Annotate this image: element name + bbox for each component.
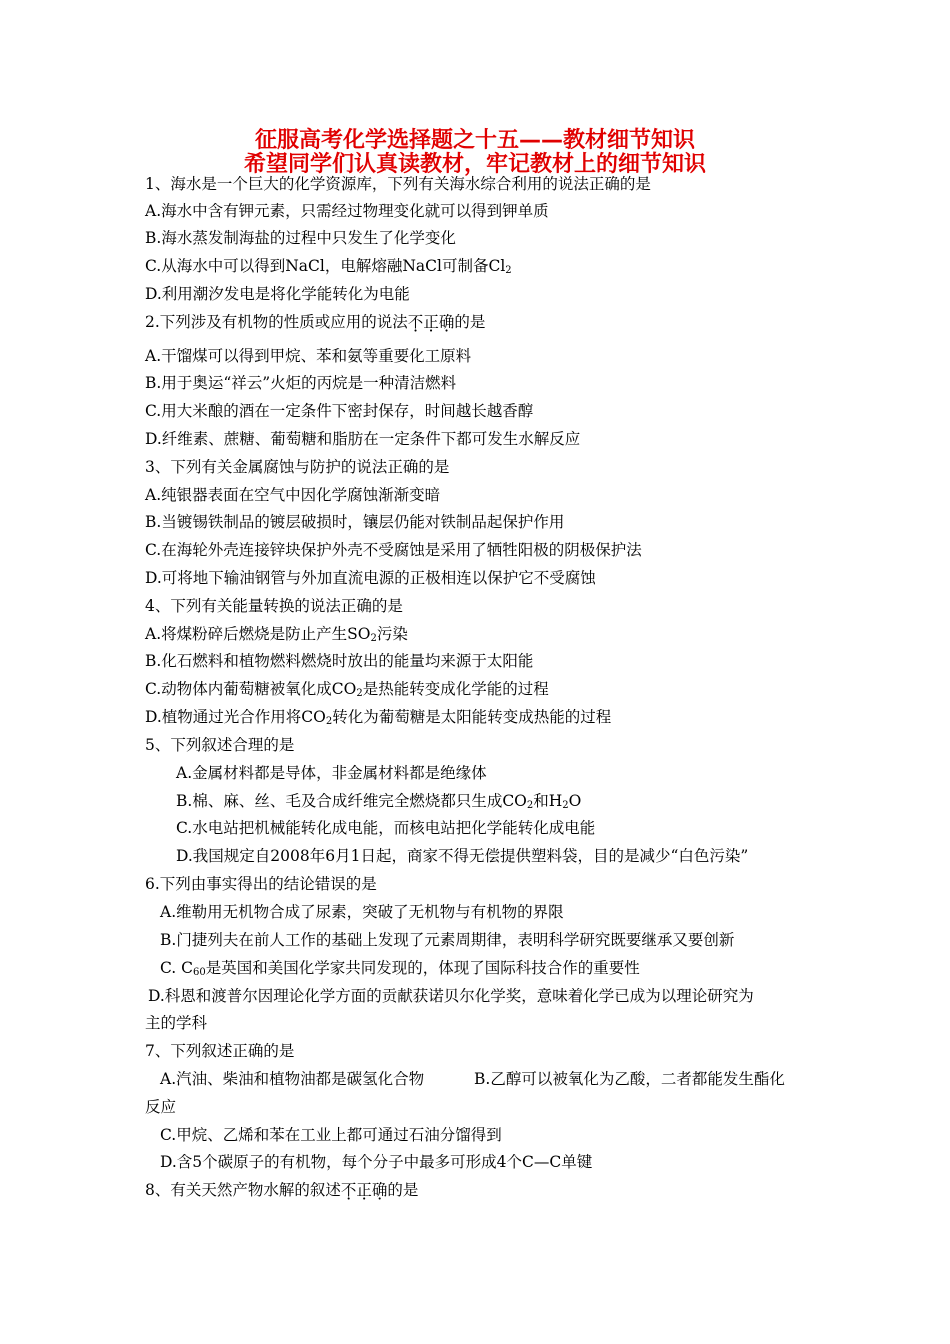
question-7-option-d: D.含5个碳原子的有机物，每个分子中最多可形成4个C—C单键 xyxy=(160,1153,593,1171)
question-6-stem: 6.下列由事实得出的结论错误的是 xyxy=(145,875,377,893)
question-1-stem: 1、海水是一个巨大的化学资源库，下列有关海水综合利用的说法正确的是 xyxy=(145,175,651,193)
question-2-option-c: C.用大米酿的酒在一定条件下密封保存，时间越长越香醇 xyxy=(145,402,534,420)
question-1-option-c-subscript: 2 xyxy=(505,265,512,276)
question-5-option-b xyxy=(176,790,581,812)
question-6-option-c-text: C. C xyxy=(160,959,194,977)
question-1-option-a: A.海水中含有钾元素，只需经过物理变化就可以得到钾单质 xyxy=(145,202,549,220)
question-4-option-a xyxy=(145,623,408,645)
question-5-option-a: A.金属材料都是导体，非金属材料都是绝缘体 xyxy=(176,764,487,782)
question-4-option-d-end: 转化为葡萄糖是太阳能转变成热能的过程 xyxy=(332,708,612,726)
question-4-option-d-text: D.植物通过光合作用将CO xyxy=(145,708,326,726)
emphasis-dot-char: 不 xyxy=(340,1181,357,1199)
question-4-option-b: B.化石燃料和植物燃料燃烧时放出的能量均来源于太阳能 xyxy=(145,652,534,670)
question-4-option-c-text: C.动物体内葡萄糖被氧化成CO xyxy=(145,680,357,698)
question-4-option-c-end: 是热能转变成化学能的过程 xyxy=(362,680,549,698)
question-4-option-a-subscript: 2 xyxy=(370,633,377,644)
question-3-option-b: B.当镀锡铁制品的镀层破损时，镶层仍能对铁制品起保护作用 xyxy=(145,513,565,531)
question-2-option-b: B.用于奥运“祥云”火炬的丙烷是一种清洁燃料 xyxy=(145,374,457,392)
emphasis-dot-char: 确 xyxy=(371,1181,388,1199)
question-7-option-b-continued: 反应 xyxy=(145,1098,177,1116)
question-1-option-d: D.利用潮汐发电是将化学能转化为电能 xyxy=(145,285,410,303)
question-5-stem: 5、下列叙述合理的是 xyxy=(145,736,295,754)
question-8-stem xyxy=(145,1179,418,1201)
question-5-option-d: D.我国规定自2008年6月1日起，商家不得无偿提供塑料袋，目的是减少“白色污染” xyxy=(176,847,749,865)
question-4-option-a-end: 污染 xyxy=(376,625,408,643)
question-7-option-c: C.甲烷、乙烯和苯在工业上都可通过石油分馏得到 xyxy=(160,1126,502,1144)
question-6-option-d: D.科恩和渡普尔因理论化学方面的贡献获诺贝尔化学奖，意味着化学已成为以理论研究为 xyxy=(148,987,754,1005)
question-3-stem: 3、下列有关金属腐蚀与防护的说法正确的是 xyxy=(145,458,450,476)
emphasis-dot-char: 正 xyxy=(356,1181,372,1199)
question-1-option-c-text: C.从海水中可以得到NaCl，电解熔融NaCl可制备Cl xyxy=(145,257,506,275)
question-6-option-c-subscript: 60 xyxy=(193,967,206,978)
question-1-option-c xyxy=(145,255,512,277)
question-7-option-a: A.汽油、柴油和植物油都是碳氢化合物 xyxy=(160,1070,425,1088)
question-5-option-b-mid: 和H xyxy=(533,792,563,810)
question-8-stem-end: 的是 xyxy=(387,1181,419,1199)
emphasis-dot-char: 确 xyxy=(438,313,455,331)
question-6-option-b: B.门捷列夫在前人工作的基础上发现了元素周期律，表明科学研究既要继承又要创新 xyxy=(160,931,735,949)
question-6-option-a: A.维勒用无机物合成了尿素，突破了无机物与有机物的界限 xyxy=(160,903,564,921)
question-5-option-c: C.水电站把机械能转化成电能，而核电站把化学能转化成电能 xyxy=(176,819,596,837)
question-5-option-b-end: O xyxy=(568,792,582,810)
question-3-option-c: C.在海轮外壳连接锌块保护外壳不受腐蚀是采用了牺牲阳极的阴极保护法 xyxy=(145,541,642,559)
emphasis-dot-char: 正 xyxy=(423,313,439,331)
document-subtitle: 希望同学们认真读教材，牢记教材上的细节知识 xyxy=(243,152,706,177)
question-5-option-b-text: B.棉、麻、丝、毛及合成纤维完全燃烧都只生成CO xyxy=(176,792,527,810)
question-6-option-c-end: 是英国和美国化学家共同发现的，体现了国际科技合作的重要性 xyxy=(205,959,640,977)
emphasis-dot-char: 不 xyxy=(407,313,424,331)
question-4-option-c xyxy=(145,678,549,700)
question-3-option-d: D.可将地下输油钢管与外加直流电源的正极相连以保护它不受腐蚀 xyxy=(145,569,596,587)
question-2-option-d: D.纤维素、蔗糖、葡萄糖和脂肪在一定条件下都可发生水解反应 xyxy=(145,430,581,448)
document-title: 征服高考化学选择题之十五——教材细节知识 xyxy=(254,128,695,153)
question-4-option-a-text: A.将煤粉碎后燃烧是防止产生SO xyxy=(145,625,371,643)
question-1-option-b: B.海水蒸发制海盐的过程中只发生了化学变化 xyxy=(145,229,456,247)
question-2-stem-end: 的是 xyxy=(454,313,486,331)
question-5-option-b-subscript: 2 xyxy=(526,800,534,811)
question-2-option-a: A.干馏煤可以得到甲烷、苯和氨等重要化工原料 xyxy=(145,347,472,365)
question-2-stem-text: 2.下列涉及有机物的性质或应用的说法 xyxy=(145,313,408,331)
question-6-option-c xyxy=(160,957,640,979)
question-3-option-a: A.纯银器表面在空气中因化学腐蚀渐渐变暗 xyxy=(145,486,441,504)
question-7-stem: 7、下列叙述正确的是 xyxy=(145,1042,295,1060)
question-4-stem: 4、下列有关能量转换的说法正确的是 xyxy=(145,597,403,615)
question-8-stem-text: 8、有关天然产物水解的叙述 xyxy=(145,1181,341,1199)
question-7-option-b: B.乙醇可以被氧化为乙酸，二者都能发生酯化 xyxy=(474,1070,785,1088)
question-6-option-d-continued: 主的学科 xyxy=(145,1014,208,1032)
question-4-option-c-subscript: 2 xyxy=(356,688,363,699)
question-4-option-d xyxy=(145,706,611,728)
question-5-option-b-subscript: 2 xyxy=(562,800,569,811)
question-2-stem xyxy=(145,311,485,333)
question-4-option-d-subscript: 2 xyxy=(325,716,333,727)
